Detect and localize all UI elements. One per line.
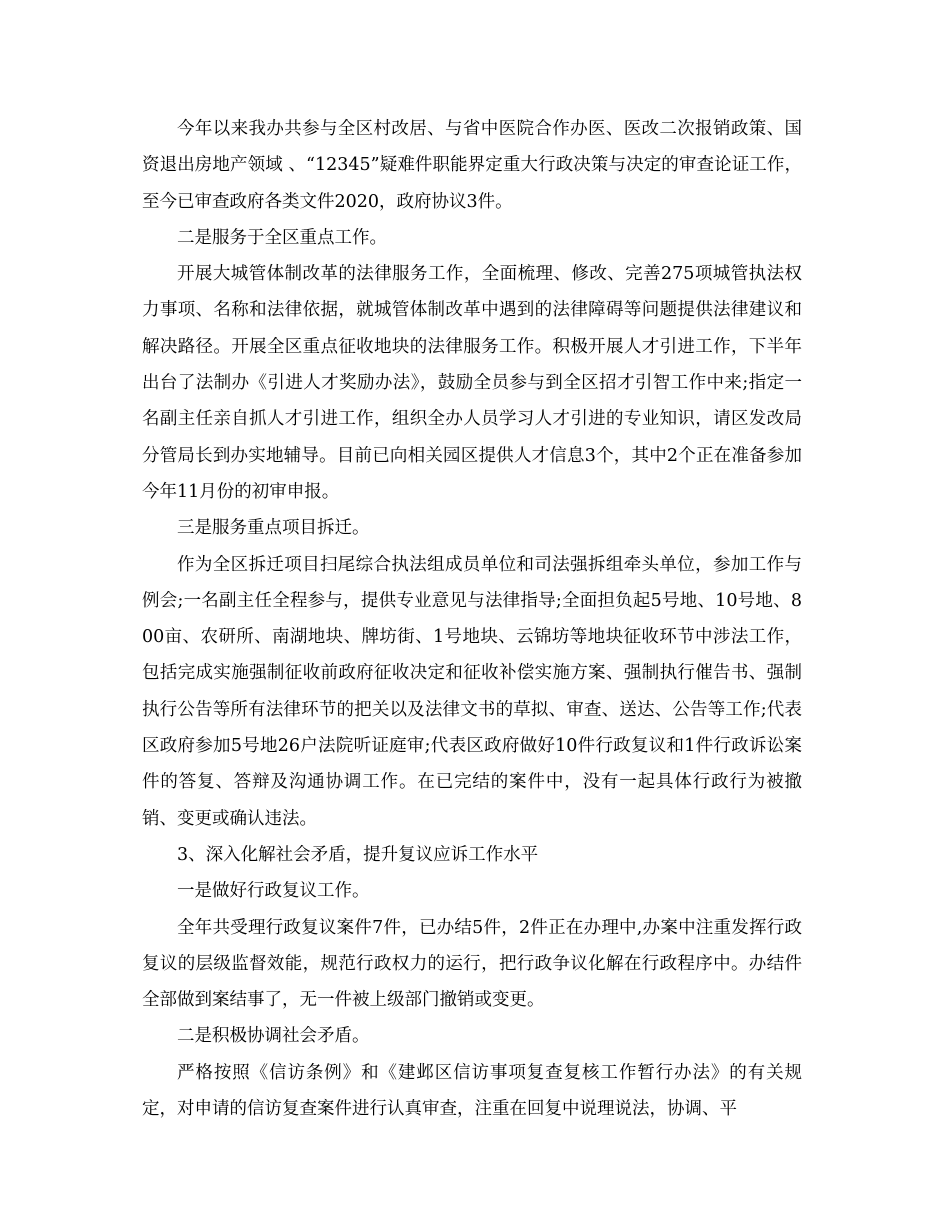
heading-serve-demolition: 三是服务重点项目拆迁。 [177,518,370,539]
section-heading-resolve-conflicts: 3、深入化解社会矛盾，提升复议应诉工作水平 [177,844,539,865]
paragraph-petition-review: 严格按照《信访条例》和《建邺区信访事项复查复核工作暂行办法》的有关规定，对申请的信访复查案件进行认真审查，注重在回复中说理说法，协调、平 [142,1062,802,1120]
paragraph-review-cases: 全年共受理行政复议案件7件，已办结5件，2件正在办理中,办案中注重发挥行政复议的层级监督效能，规范行政权力的运行，把行政争议化解在行政程序中。办结件全部做到案结事了，无一件被上级部门撤销或变更。 [142,917,802,1011]
document-page [142,111,802,1127]
heading-coordinate-conflicts: 二是积极协调社会矛盾。 [177,1026,370,1047]
paragraph-review-work: 今年以来我办共参与全区村改居、与省中医院合作办医、医改二次报销政策、国资退出房地产领域 、“12345”疑难件职能界定重大行政决策与决定的审查论证工作，至今已审查政府各类文件2020，政府协议3件。 [142,119,802,212]
paragraph-demolition-work: 作为全区拆迁项目扫尾综合执法组成员单位和司法强拆组牵头单位，参加工作与例会;一名副主任全程参与，提供专业意见与法律指导;全面担负起5号地、10号地、800亩、农研所、南湖地块、牌坊街、1号地块、云锦坊等地块征收环节中涉法工作，包括完成实施强制征收前政府征收决定和征收补偿实施方案、强制执行催告书、强制执行公告等所有法律环节的把关以及法律文书的草拟、审查、送达、公告等工作;代表区政府参加5号地26户法院听证庭审;代表区政府做好10件行政复议和1件行政诉讼案件的答复、答辩及沟通协调工作。在已完结的案件中，没有一起具体行政行为被撤销、变更或确认违法。 [142,554,802,829]
heading-serve-key-work: 二是服务于全区重点工作。 [177,227,387,248]
heading-administrative-review: 一是做好行政复议工作。 [177,881,370,902]
paragraph-urban-management: 开展大城管体制改革的法律服务工作，全面梳理、修改、完善275项城管执法权力事项、名称和法律依据，就城管体制改革中遇到的法律障碍等问题提供法律建议和解决路径。开展全区重点征收地块的法律服务工作。积极开展人才引进工作，下半年出台了法制办《引进人才奖励办法》，鼓励全员参与到全区招才引智工作中来;指定一名副主任亲自抓人才引进工作，组织全办人员学习人才引进的专业知识，请区发改局分管局长到办实地辅导。目前已向相关园区提供人才信息3个，其中2个正在准备参加今年11月份的初审申报。 [142,264,802,502]
